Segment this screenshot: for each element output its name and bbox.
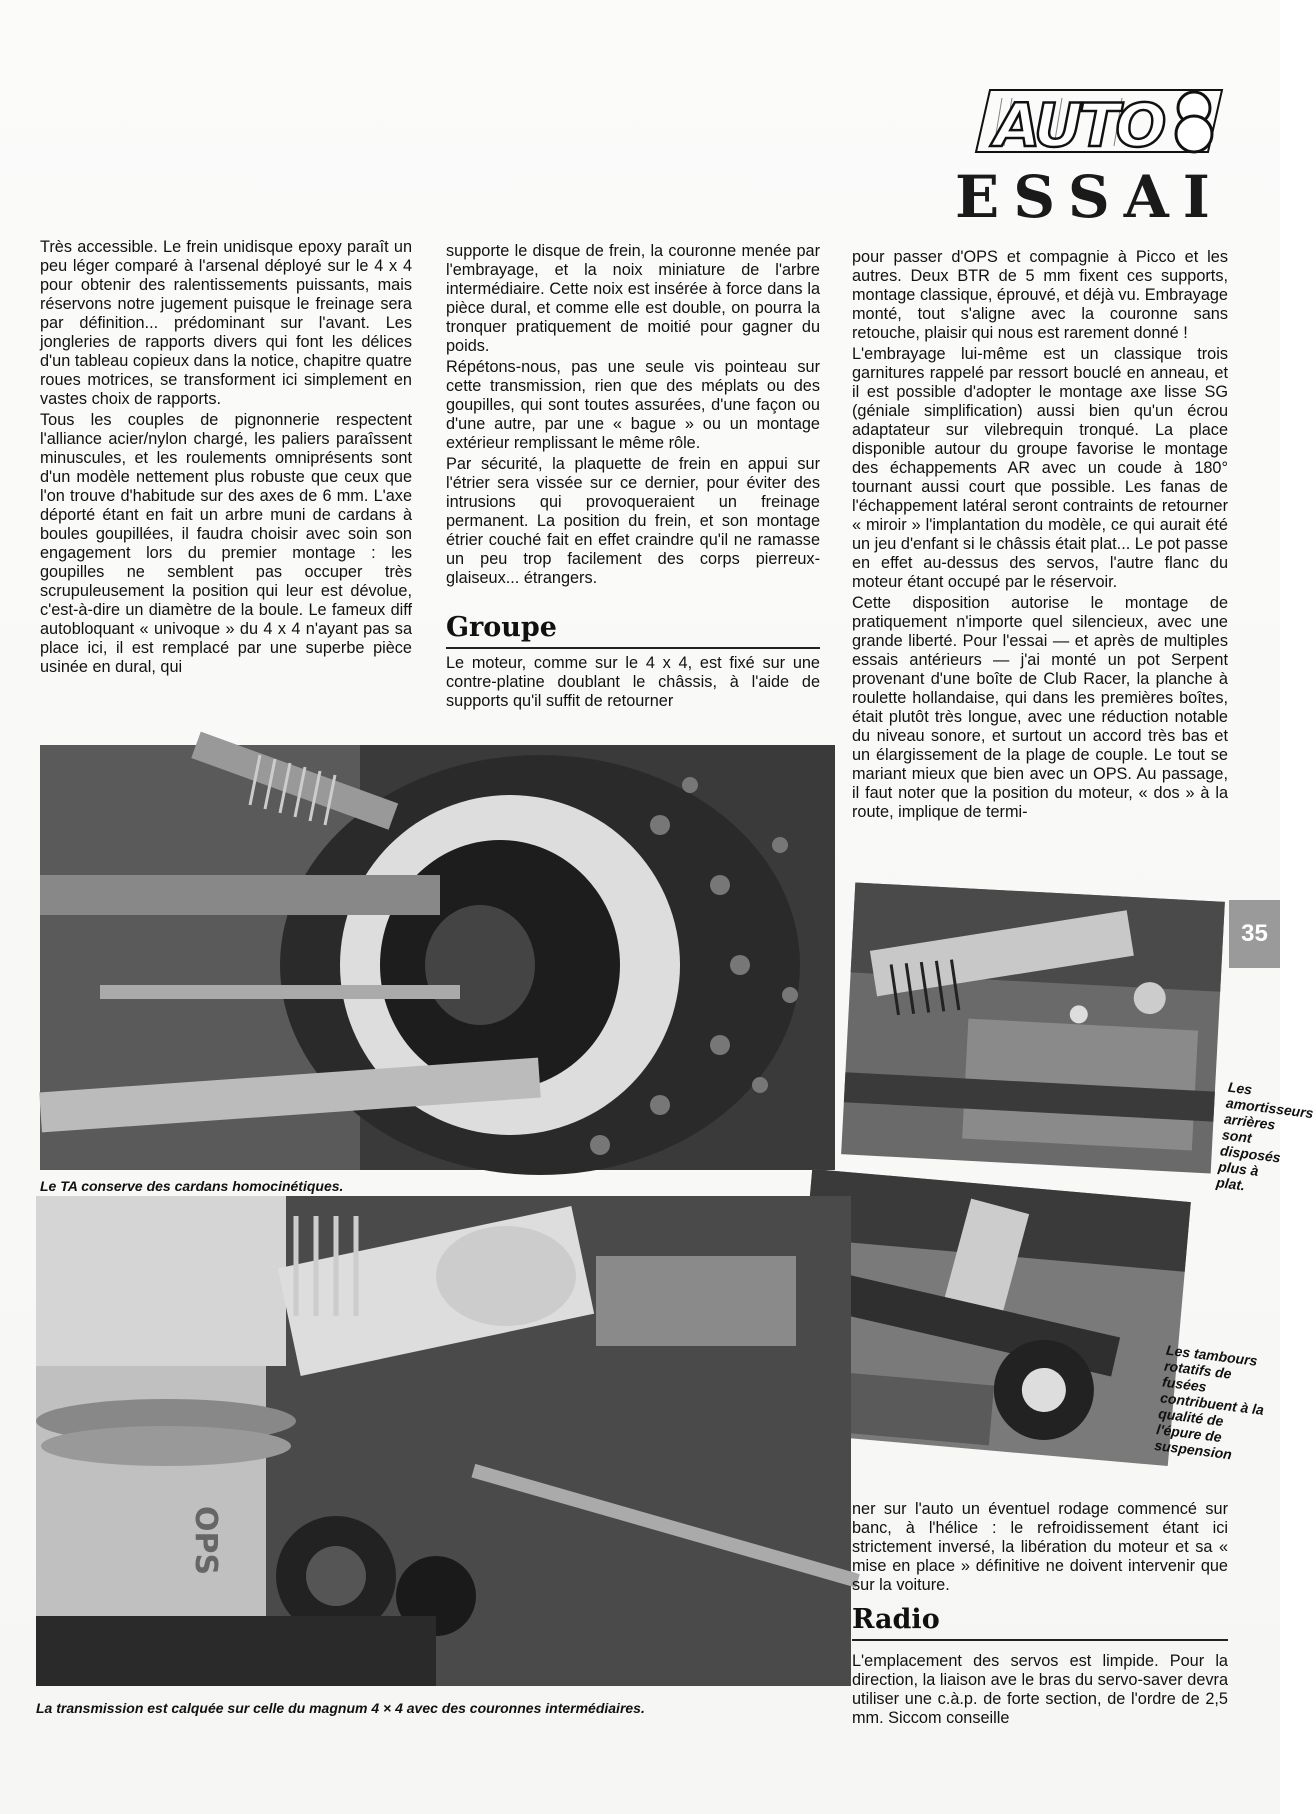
text-column-1 (40, 238, 412, 679)
svg-text:AUTO: AUTO (994, 91, 1163, 161)
heading-radio: Radio (852, 1604, 1228, 1641)
photo-wheel-cardan (40, 745, 835, 1170)
paragraph: Par sécurité, la plaquette de frein en appui sur l'étrier sera vissée sur ce dernier, pour éviter des intrusions qui provoqueraient un freinage permanent. La position du frein, et son montage étrier couché fait en effet craindre qu'il ne ramasse un peu trop facilement des corps pierreux-glaiseux... étrangers. (446, 455, 820, 587)
paragraph: pour passer d'OPS et compagnie à Picco et les autres. Deux BTR de 5 mm fixent ces supports, montage classique, éprouvé, et déjà vu. Embrayage monté, tout s'aligne avec la couronne sans retouche, plaisir qui nous est rarement donné ! (852, 248, 1228, 342)
paragraph: L'emplacement des servos est limpide. Pour la direction, la liaison ave le bras du servo-saver devra utiliser une c.à.p. de forte section, de l'ordre de 2,5 mm. Siccom conseille (852, 1652, 1228, 1727)
section-label: ESSAI (955, 163, 1224, 231)
page-number-tab: 35 (1229, 900, 1280, 968)
caption-wheel: Le TA conserve des cardans homocinétiques. (40, 1178, 344, 1194)
text-column-2-continued (446, 654, 820, 713)
text-column-2 (446, 242, 820, 590)
paragraph: supporte le disque de frein, la couronne menée par l'embrayage, et la noix miniature de l'arbre intermédiaire. Cette noix est insérée à force dans la pièce dural, et comme elle est double, on pourra la tronquer pratiquement de moitié pour gagner du poids. (446, 242, 820, 355)
paragraph: Très accessible. Le frein unidisque epoxy paraît un peu léger comparé à l'arsenal déployé sur le 4 x 4 pour obtenir des ralentissements puissants, mais réservons notre jugement puisque le freinage sera par définition... prédominant sur l'avant. Les jongleries de rapports divers qui font les délices d'un tableau copieux dans la notice, chapitre quatre roues motrices, se transforment ici simplement en vastes choix de rapports. (40, 238, 412, 408)
paragraph: Tous les couples de pignonnerie respectent l'alliance acier/nylon chargé, les paliers paraîssent minuscules, et les roulements omniprésents sont d'un modèle nettement plus robuste que ceux que l'on trouve d'habitude sur des axes de 6 mm. L'axe déporté étant en fait un arbre muni de cardans à boules goupillées, il faudra choisir avec soin son engagement lors du premier montage : les goupilles ne semblent pas occuper très scrupuleusement la position qui leur est dévolue, c'est-à-dire un diamètre de la boule. Le fameux diff autobloquant « univoque » du 4 x 4 n'ayant pas sa place ici, il est remplacé par une superbe pièce usinée en dural, qui (40, 411, 412, 676)
text-column-3-bottom (852, 1500, 1228, 1597)
text-column-3-radio (852, 1652, 1228, 1730)
text-column-3 (852, 248, 1228, 824)
caption-transmission: La transmission est calquée sur celle du magnum 4 × 4 avec des couronnes intermédiaires. (36, 1700, 645, 1716)
heading-groupe: Groupe (446, 612, 820, 649)
paragraph: L'embrayage lui-même est un classique trois garnitures rappelé par ressort bouclé en anneau, et il est possible d'adopter le montage axe lisse SG (géniale simplification) aussi bien qu'un écrou adaptateur sur vilebrequin tronqué. La place disponible autour du groupe favorise le montage des échappements AR avec un coude à 180° tournant aussi court que possible. Les fanas de l'échappement latéral seront contraints de retourner « miroir » l'implantation du modèle, ce qui aurait été un jeu d'enfant si le châssis était plat... Le pot passe en effet au-dessus des servos, l'autre flanc du moteur étant occupé par le réservoir. (852, 345, 1229, 591)
paragraph: ner sur l'auto un éventuel rodage commencé sur banc, à l'hélice : le refroidissement étant ici strictement inversé, la libération du moteur et sa « mise en place » définitive ne doivent intervenir que sur la voiture. (852, 1500, 1228, 1594)
auto8-logo (972, 88, 1232, 161)
paragraph: Cette disposition autorise le montage de pratiquement n'importe quel silencieux, avec une grande liberté. Pour l'essai — et après de multiples essais antérieurs — j'ai monté un pot Serpent provenant d'une boîte de Club Racer, la planche à roulette hollandaise, qui dans les premières boîtes, était plutôt très longue, avec une réduction notable du niveau sonore, et surtout un accord très bas et un élargissement de la plage de couple. Le tout se mariant mieux que bien avec un OPS. Au passage, il faut noter que la position du moteur, « dos » à la route, implique de termi- (852, 594, 1228, 821)
photo-transmission (36, 1196, 851, 1686)
engine-marking: OPS (188, 1506, 223, 1576)
caption-rear-shocks: Les amortisseurs arrières sont disposés plus à plat. (1215, 1078, 1315, 1194)
paragraph: Le moteur, comme sur le 4 x 4, est fixé sur une contre-platine doublant le châssis, à l'aide de supports qu'il suffit de retourner (446, 654, 820, 710)
paragraph: Répétons-nous, pas une seule vis pointeau sur cette transmission, rien que des méplats ou des goupilles, qui sont toutes assurées, d'une façon ou d'une autre, par une « bague » ou un montage extérieur remplissant le même rôle. (446, 358, 820, 452)
photo-rear-shocks (841, 883, 1225, 1174)
caption-drums: Les tambours rotatifs de fusées contribuent à la qualité de l'épure de suspension (1153, 1341, 1265, 1463)
